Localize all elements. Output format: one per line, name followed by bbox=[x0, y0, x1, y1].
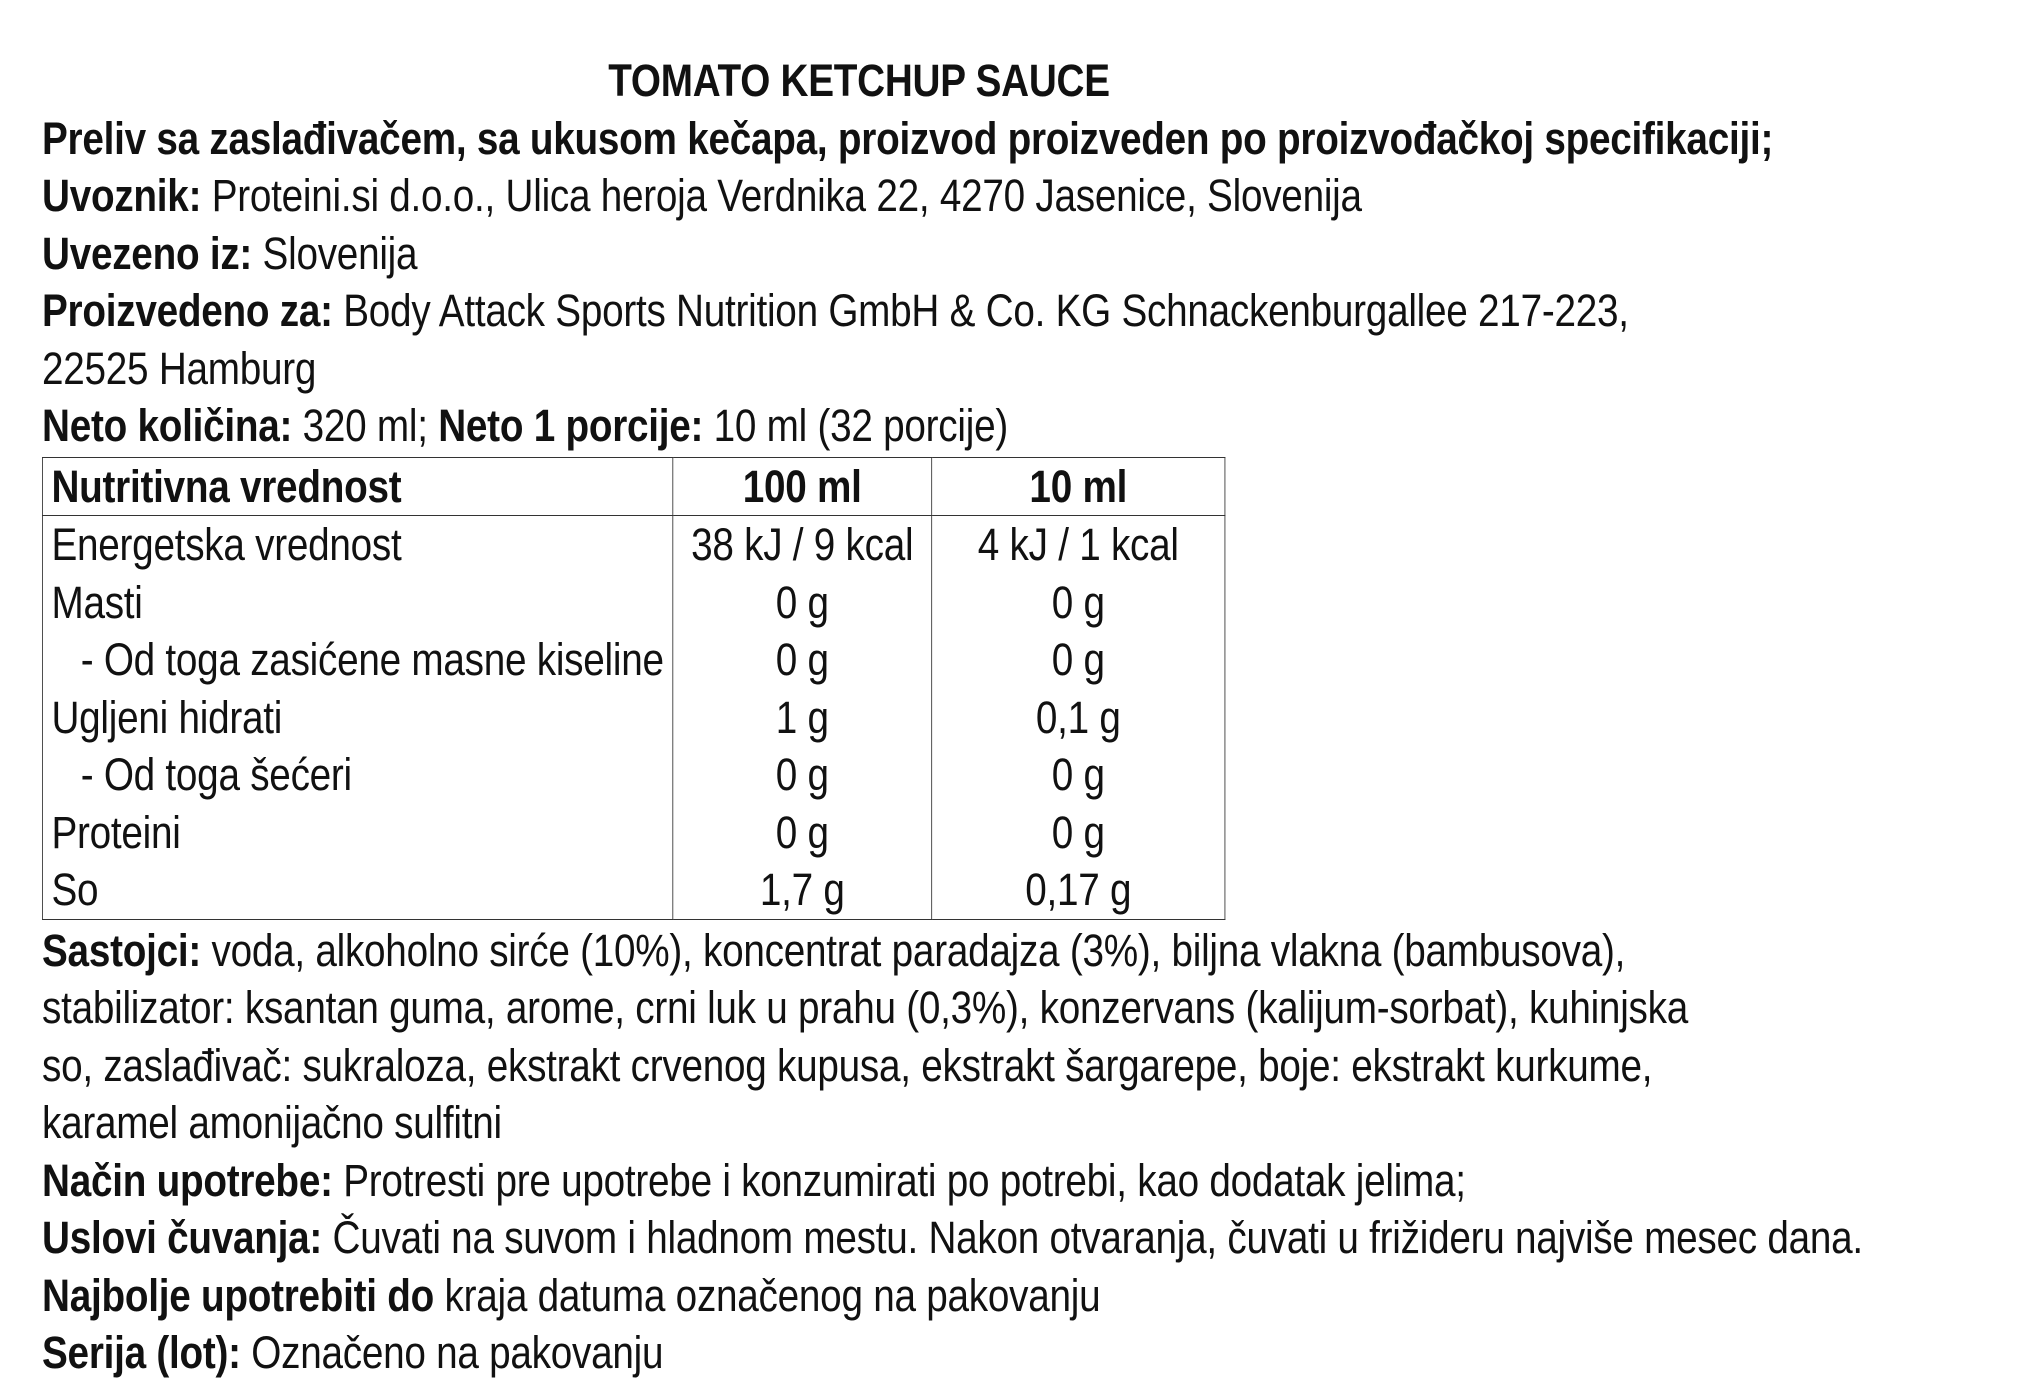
net-quantity-label: Neto količina: bbox=[42, 400, 293, 451]
table-row bbox=[42, 574, 1224, 632]
table-row bbox=[42, 746, 1224, 804]
lot-label: Serija (lot): bbox=[42, 1327, 241, 1378]
nutrient-per-portion: 0 g bbox=[932, 746, 1225, 804]
lot-line bbox=[42, 1324, 1745, 1382]
nutrient-name: Masti bbox=[42, 574, 672, 632]
usage-label: Način upotrebe: bbox=[42, 1154, 333, 1206]
nutrient-per100: 1 g bbox=[673, 689, 932, 747]
net-quantity-value: 320 ml; bbox=[302, 400, 428, 451]
nutrient-name: - Od toga šećeri bbox=[80, 749, 352, 800]
net-quantity-line bbox=[42, 397, 1745, 455]
table-row bbox=[42, 631, 1224, 689]
nutrient-per-portion: 0,1 g bbox=[932, 689, 1225, 747]
storage-line bbox=[42, 1209, 1863, 1267]
imported-from-line bbox=[42, 225, 1745, 283]
produced-for-line bbox=[42, 282, 1693, 397]
importer-line bbox=[42, 167, 1745, 225]
nutrition-header-100ml: 100 ml bbox=[673, 457, 932, 516]
table-row bbox=[42, 516, 1224, 574]
imported-from-value: Slovenija bbox=[262, 227, 418, 279]
nutrition-header-portion: 10 ml bbox=[932, 457, 1225, 516]
ingredients-value: voda, alkoholno sirće (10%), koncentrat paradajza (3%), biljna vlakna (bambusova), stabilizator: ksantan guma, arome, crni luk u prahu (0,3%), konzervans (kalijum-sorbat), kuhinjska so, zaslađivač: sukraloza, ekstrakt crvenog kupusa, ekstrakt šargarepe, boje: ekstrakt kurkume, karamel amonijačno sulfitni bbox=[42, 924, 1688, 1148]
usage-line bbox=[42, 1152, 1745, 1210]
best-before-value: kraja datuma označenog na pakovanju bbox=[444, 1269, 1101, 1321]
product-title: TOMATO KETCHUP SAUCE bbox=[608, 55, 1110, 106]
product-label bbox=[42, 52, 1863, 1382]
nutrient-per100: 38 kJ / 9 kcal bbox=[673, 516, 932, 574]
produced-for-value: Body Attack Sports Nutrition GmbH & Co. KG Schnackenburgallee 217-223, 22525 Hamburg bbox=[42, 285, 1629, 394]
nutrient-per-portion: 0 g bbox=[932, 631, 1225, 689]
produced-for-label: Proizvedeno za: bbox=[42, 285, 333, 336]
importer-label: Uvoznik: bbox=[42, 170, 202, 221]
storage-label: Uslovi čuvanja: bbox=[42, 1212, 323, 1263]
nutrient-per100: 0 g bbox=[673, 746, 932, 804]
nutrient-name: Proteini bbox=[42, 804, 672, 862]
nutrient-name: - Od toga zasićene masne kiseline bbox=[80, 634, 664, 685]
nutrition-header-name: Nutritivna vrednost bbox=[42, 457, 672, 516]
net-portion-value: 10 ml (32 porcije) bbox=[713, 400, 1008, 451]
table-row bbox=[42, 861, 1224, 919]
net-portion-label: Neto 1 porcije: bbox=[438, 400, 704, 451]
table-row bbox=[42, 804, 1224, 862]
storage-value: Čuvati na suvom i hladnom mestu. Nakon otvaranja, čuvati u frižideru najviše mesec dana. bbox=[332, 1212, 1863, 1263]
nutrient-per100: 0 g bbox=[673, 631, 932, 689]
nutrient-per100: 0 g bbox=[673, 574, 932, 632]
nutrient-name: So bbox=[42, 861, 672, 919]
nutrition-table bbox=[42, 457, 1225, 920]
nutrient-name: Ugljeni hidrati bbox=[42, 689, 672, 747]
usage-value: Protresti pre upotrebe i konzumirati po potrebi, kao dodatak jelima; bbox=[343, 1154, 1466, 1206]
nutrient-per-portion: 0 g bbox=[932, 574, 1225, 632]
importer-value: Proteini.si d.o.o., Ulica heroja Verdnika 22, 4270 Jasenice, Slovenija bbox=[211, 170, 1362, 221]
nutrient-per100: 0 g bbox=[673, 804, 932, 862]
imported-from-label: Uvezeno iz: bbox=[42, 227, 253, 279]
best-before-line bbox=[42, 1267, 1745, 1325]
best-before-label: Najbolje upotrebiti do bbox=[42, 1269, 435, 1321]
nutrient-per-portion: 4 kJ / 1 kcal bbox=[932, 516, 1225, 574]
nutrient-name: Energetska vrednost bbox=[42, 516, 672, 574]
nutrient-per100: 1,7 g bbox=[673, 861, 932, 919]
lot-value: Označeno na pakovanju bbox=[251, 1327, 664, 1378]
nutrient-per-portion: 0,17 g bbox=[932, 861, 1225, 919]
nutrient-per-portion: 0 g bbox=[932, 804, 1225, 862]
table-row bbox=[42, 689, 1224, 747]
ingredients-label: Sastojci: bbox=[42, 924, 201, 976]
nutrition-header-row bbox=[42, 457, 1224, 516]
product-subtitle: Preliv sa zaslađivačem, sa ukusom kečapa, proizvod proizveden po proizvođačkoj specifikaciji; bbox=[42, 112, 1774, 164]
ingredients-line bbox=[42, 922, 1693, 1152]
